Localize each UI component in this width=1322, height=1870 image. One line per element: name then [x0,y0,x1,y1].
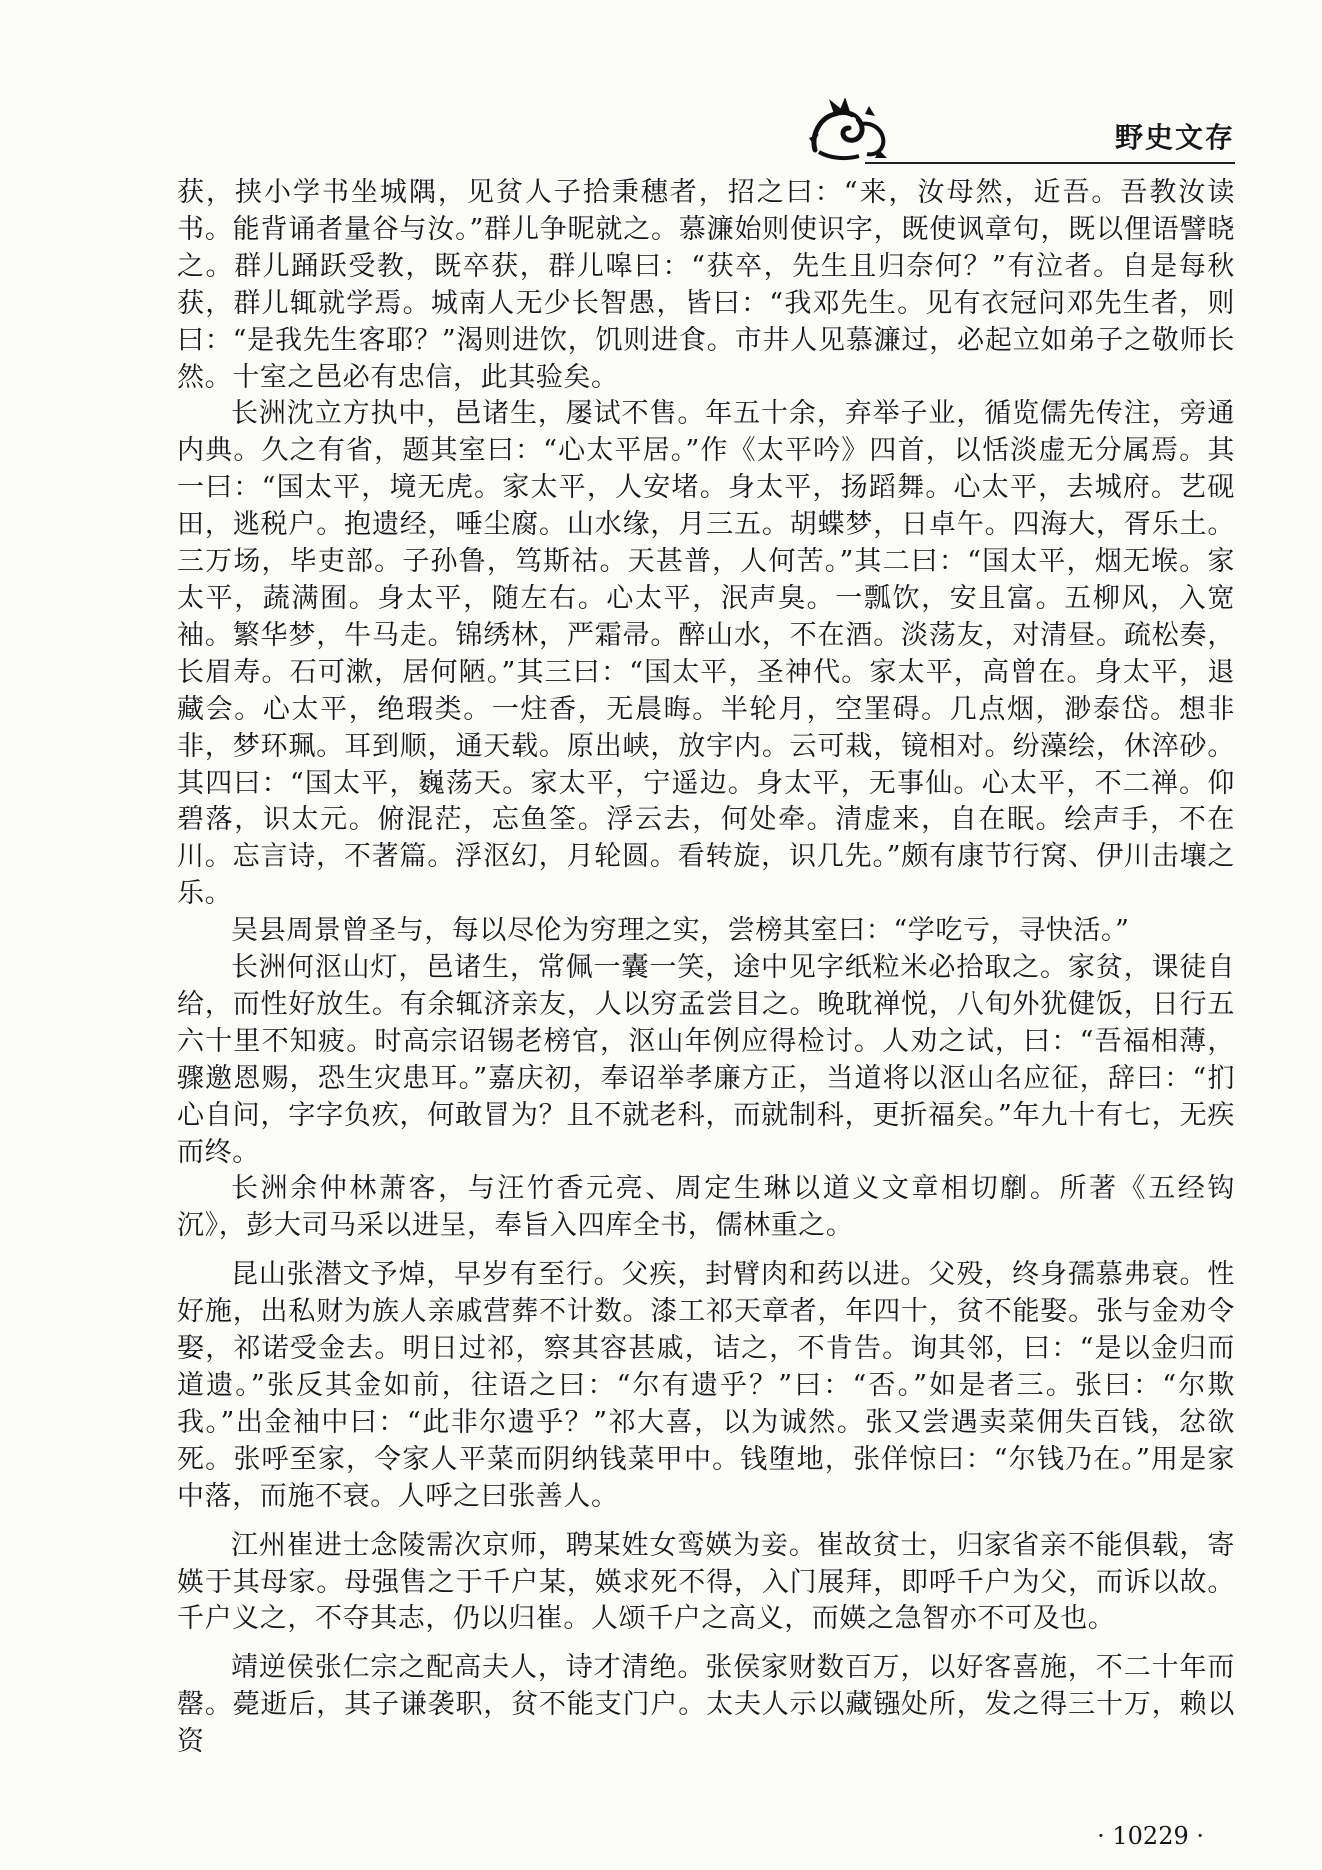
paragraph: 长洲沈立方执中，邑诸生，屡试不售。年五十余，弃举子业，循览儒先传注，旁通内典。久之有省，题其室曰：“心太平居。”作《太平吟》四首，以恬淡虚无分属焉。其一曰：“国太平，境无虎。家太平，人安堵。身太平，扬蹈舞。心太平，去城府。艺砚田，逃税户。抱遗经，唾尘腐。山水缘，月三五。胡蝶梦，日卓午。四海大，胥乐土。三万场，毕吏部。子孙鲁，笃斯祜。天甚普，人何苦。”其二曰：“国太平，烟无堠。家太平，蔬满囿。身太平，随左右。心太平，泯声臭。一瓢饮，安且富。五柳风，入宽袖。繁华梦，牛马走。锦绣林，严霜帚。醉山水，不在酒。淡荡友，对清昼。疏松奏，长眉寿。石可漱，居何陋。”其三曰：“国太平，圣神代。家太平，高曾在。身太平，退藏会。心太平，绝瑕类。一炷香，无晨晦。半轮月，空罣碍。几点烟，渺泰岱。想非非，梦环珮。耳到顺，通天载。原出峡，放宇内。云可栽，镜相对。纷藻绘，休淬砂。其四曰：“国太平，巍荡天。家太平，宁遥边。身太平，无事仙。心太平，不二禅。仰碧落，识太元。俯混茫，忘鱼筌。浮云去，何处牵。清虚来，自在眠。绘声手，不在川。忘言诗，不著篇。浮沤幻，月轮圆。看转旋，识几先。”颇有康节行窝、伊川击壤之乐。 [177,398,1235,910]
body-text [177,175,1235,1761]
paragraph: 长洲何沤山灯，邑诸生，常佩一囊一笑，途中见字纸粒米必拾取之。家贫，课徒自给，而性好放生。有余辄济亲友，人以穷孟尝目之。晚耽禅悦，八旬外犹健饭，日行五六十里不知疲。时高宗诏锡老榜官，沤山年例应得检讨。人劝之试，曰：“吾福相薄，骤邀恩赐，恐生灾患耳。”嘉庆初，奉诏举孝廉方正，当道将以沤山名应征，辞曰：“扪心自问，字字负疚，何敢冒为？且不就老科，而就制科，更折福矣。”年九十有七，无疾而终。 [177,952,1235,1168]
paragraph: 昆山张潜文予焯，早岁有至行。父疾，封臂肉和药以进。父殁，终身孺慕弗衰。性好施，出私财为族人亲戚营葬不计数。漆工祁天章者，年四十，贫不能娶。张与金劝令娶，祁诺受金去。明日过祁，察其容甚戚，诘之，不肯告。询其邻，曰：“是以金归而道遗。”张反其金如前，往语之曰：“尔有遗乎？”曰：“否。”如是者三。张曰：“尔欺我。”出金袖中曰：“此非尔遗乎？”祁大喜，以为诚然。张又尝遇卖菜佣失百钱，忿欲死。张呼至家，令家人平菜而阴纳钱菜甲中。钱堕地，张佯惊曰：“尔钱乃在。”用是家中落，而施不衰。人呼之曰张善人。 [177,1259,1235,1512]
paragraph: 获，挟小学书坐城隅，见贫人子拾秉穗者，招之曰：“来，汝母然，近吾。吾教汝读书。能背诵者量谷与汝。”群儿争昵就之。慕濂始则使识字，既使讽章句，既以俚语譬晓之。群儿踊跃受教，既卒获，群儿嗥曰：“获卒，先生且归奈何？”有泣者。自是每秋获，群儿辄就学焉。城南人无少长智愚，皆曰：“我邓先生。见有衣冠问邓先生者，则曰：“是我先生客耶？”渴则进饮，饥则进食。市井人见慕濂过，必起立如弟子之敬师长然。十室之邑必有忠信，此其验矣。 [177,177,1235,393]
paragraph: 吴县周景曾圣与，每以尽伦为穷理之实，尝榜其室曰：“学吃亏，寻快活。” [231,915,1130,947]
header-title: 野史文存 [1114,121,1235,154]
page-number: · 10229 · [1097,1822,1204,1850]
running-header [805,98,1235,168]
paragraph: 长洲余仲林萧客，与汪竹香元亮、周定生琳以道义文章相切劘。所著《五经钩沉》，彭大司马采以进呈，奉旨入四库全书，儒林重之。 [177,1173,1235,1242]
paragraph: 靖逆侯张仁宗之配高夫人，诗才清绝。张侯家财数百万，以好客喜施，不二十年而罄。薨逝后，其子谦袭职，贫不能支门户。太夫人示以藏镪处所，发之得三十万，赖以资 [177,1652,1235,1758]
paragraph: 江州崔进士念陵需次京师，聘某姓女鸾媖为妾。崔故贫士，归家省亲不能俱载，寄媖于其母家。母强售之于千户某，媖求死不得，入门展拜，即呼千户为父，而诉以故。千户义之，不夺其志，仍以归崔。人颂千户之高义，而媖之急智亦不可及也。 [177,1529,1235,1635]
header-rule [865,162,1235,164]
dragon-emblem-icon [805,98,890,168]
